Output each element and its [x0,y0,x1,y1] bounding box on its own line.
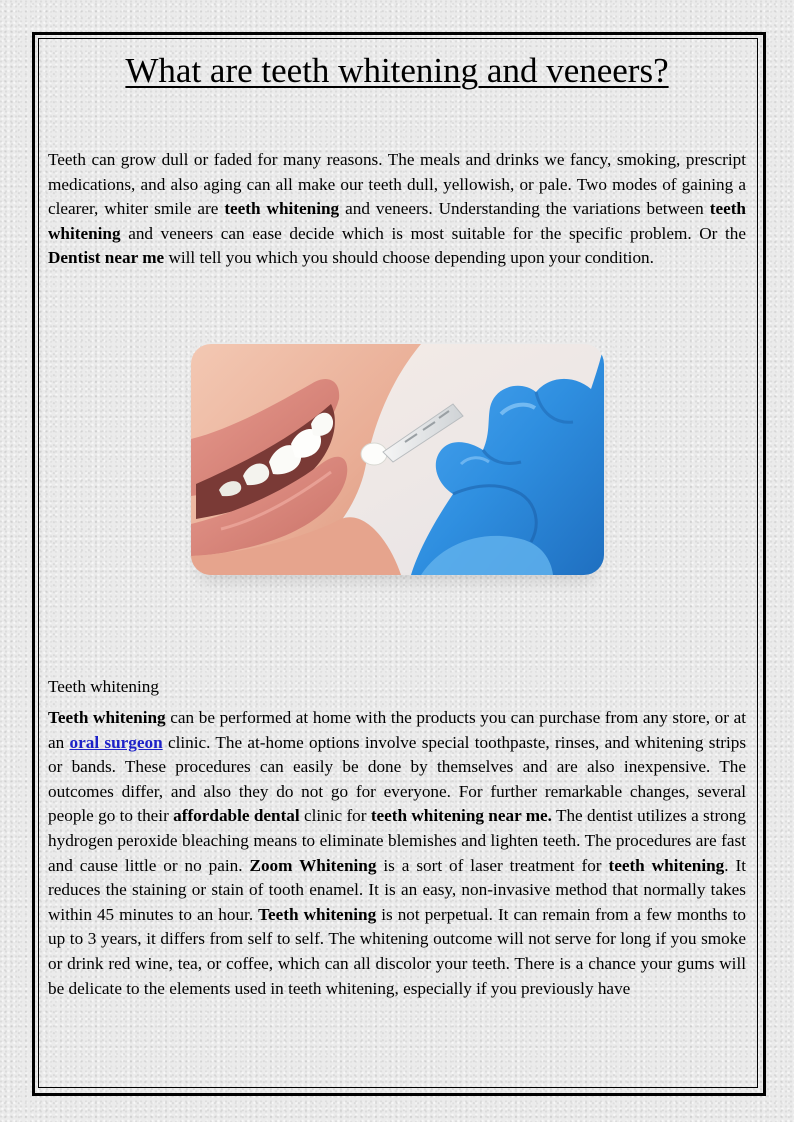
body-paragraph: Teeth whitening can be performed at home with the products you can purchase from any store, or at an oral surgeon clinic. The at-home options involve special toothpaste, rinses, and whitening strips or bands. These procedures can easily be done by themselves and are also inexpensive. The outcomes differ, and also they do not go for everyone. For further remarkable changes, several people go to their affordable dental clinic for teeth whitening near me. The dentist utilizes a strong hydrogen peroxide bleaching means to eliminate blemishes and lighten teeth. The procedures are fast and cause little or no pain. Zoom Whitening is a sort of laser treatment for teeth whitening. It reduces the staining or stain of tooth enamel. It is an easy, non-invasive method that normally takes within 45 minutes to an hour. Teeth whitening is not perpetual. It can remain from a few months to up to 3 years, it differs from self to self. The whitening outcome will not serve for long if you smoke or drink red wine, tea, or coffee, which can all discolor your teeth. There is a chance your gums will be delicate to the elements used in teeth whitening, especially if you previously have [48,708,747,998]
bold-keyword: affordable dental [173,806,300,826]
section-heading: Teeth whitening [48,677,159,696]
bold-keyword: teeth whitening [224,199,340,219]
bold-keyword: Zoom Whitening [249,855,377,875]
bold-keyword: teeth whitening [608,855,725,875]
page-title: What are teeth whitening and veneers? [125,51,669,90]
bold-keyword: teeth whitening [48,199,746,243]
oral-surgeon-link[interactable]: oral surgeon [69,732,163,752]
bold-keyword: Teeth whitening [258,904,377,924]
bold-keyword: Teeth whitening [48,708,166,727]
bold-keyword: Dentist near me [48,248,165,268]
bold-keyword: teeth whitening near me. [370,806,552,826]
dental-veneer-photo [191,344,604,575]
intro-paragraph: Teeth can grow dull or faded for many reasons. The meals and drinks we fancy, smoking, prescript medications, and also aging can all make our teeth dull, yellowish, or pale. Two modes of gaining a clearer, whiter smile are teeth whitening and veneers. Understanding the variations between teeth whitening and veneers can ease decide which is most suitable for the specific problem. Or the Dentist near me will tell you which you should choose depending upon your condition. [48,150,746,268]
